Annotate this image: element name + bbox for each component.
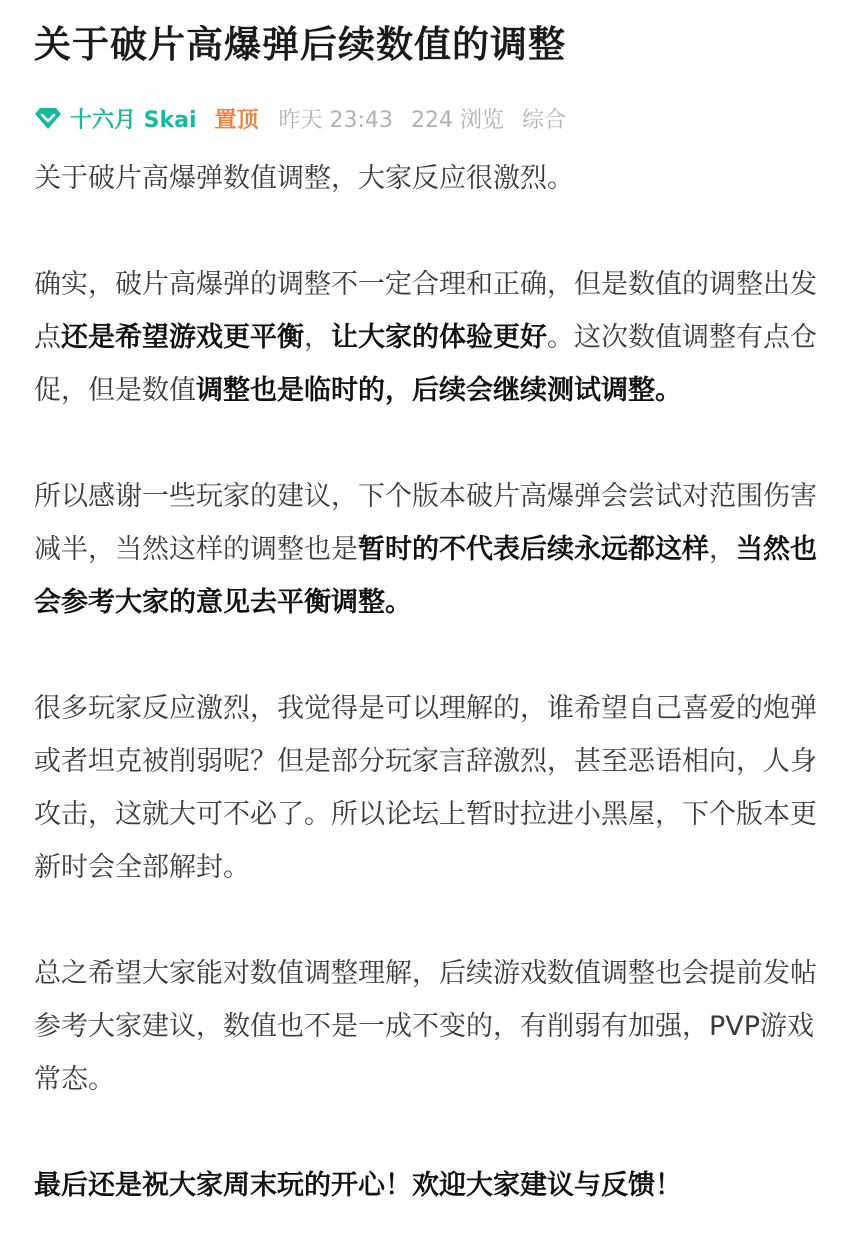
bold-text: 最后还是祝大家周末玩的开心！欢迎大家建议与反馈！ bbox=[34, 1170, 682, 1201]
text-segment: 关于破片高爆弹数值调整，大家反应很激烈。 bbox=[34, 163, 574, 194]
post-paragraph bbox=[34, 258, 821, 417]
post-paragraph bbox=[34, 1159, 821, 1212]
paragraph-gap bbox=[34, 894, 821, 947]
paragraph-gap bbox=[34, 629, 821, 682]
post-content bbox=[34, 152, 821, 1212]
text-segment: 总之希望大家能对数值调整理解，后续游戏数值调整也会提前发帖参考大家建议，数值也不是一成不变的，有削弱有加强，PVP游戏常态。 bbox=[34, 958, 817, 1095]
paragraph-gap bbox=[34, 1106, 821, 1159]
text-segment: ， bbox=[304, 322, 331, 353]
post-paragraph bbox=[34, 470, 821, 629]
post-time: 昨天 23:43 bbox=[278, 107, 393, 133]
text-segment: 。这次数值调整有点仓促，但是数值 bbox=[34, 322, 817, 406]
text-segment: 所以感谢一些玩家的建议，下个版本破片高爆弹会尝试对范围伤害减半，当然这样的调整也是 bbox=[34, 481, 817, 565]
post-title: 关于破片高爆弹后续数值的调整 bbox=[34, 23, 566, 66]
text-segment: ， bbox=[709, 534, 736, 565]
text-segment: 很多玩家反应激烈，我觉得是可以理解的，谁希望自己喜爱的炮弹或者坦克被削弱呢？但是部分玩家言辞激烈，甚至恶语相向，人身攻击，这就大可不必了。所以论坛上暂时拉进小黑屋，下个版本更新时会全部解封。 bbox=[34, 693, 817, 883]
diamond-icon bbox=[34, 106, 62, 130]
post-meta bbox=[34, 98, 821, 138]
text-segment: 确实，破片高爆弹的调整不一定合理和正确，但是数值的调整出发点 bbox=[34, 269, 817, 353]
post-paragraph bbox=[34, 947, 821, 1106]
bold-text: 当然也会参考大家的意见去平衡调整。 bbox=[34, 534, 817, 618]
post-category[interactable]: 综合 bbox=[521, 107, 566, 133]
paragraph-gap bbox=[34, 417, 821, 470]
post-paragraph bbox=[34, 152, 821, 205]
author-name[interactable]: 十六月 Skai bbox=[70, 107, 197, 133]
view-count: 224 浏览 bbox=[410, 107, 504, 133]
paragraph-gap bbox=[34, 205, 821, 258]
bold-text: 还是希望游戏更平衡 bbox=[61, 322, 304, 353]
bold-text: 暂时的不代表后续永远都这样 bbox=[358, 534, 709, 565]
bold-text: 调整也是临时的，后续会继续测试调整。 bbox=[196, 375, 682, 406]
pinned-badge: 置顶 bbox=[214, 107, 259, 133]
bold-text: 让大家的体验更好 bbox=[331, 322, 547, 353]
post-paragraph bbox=[34, 682, 821, 894]
